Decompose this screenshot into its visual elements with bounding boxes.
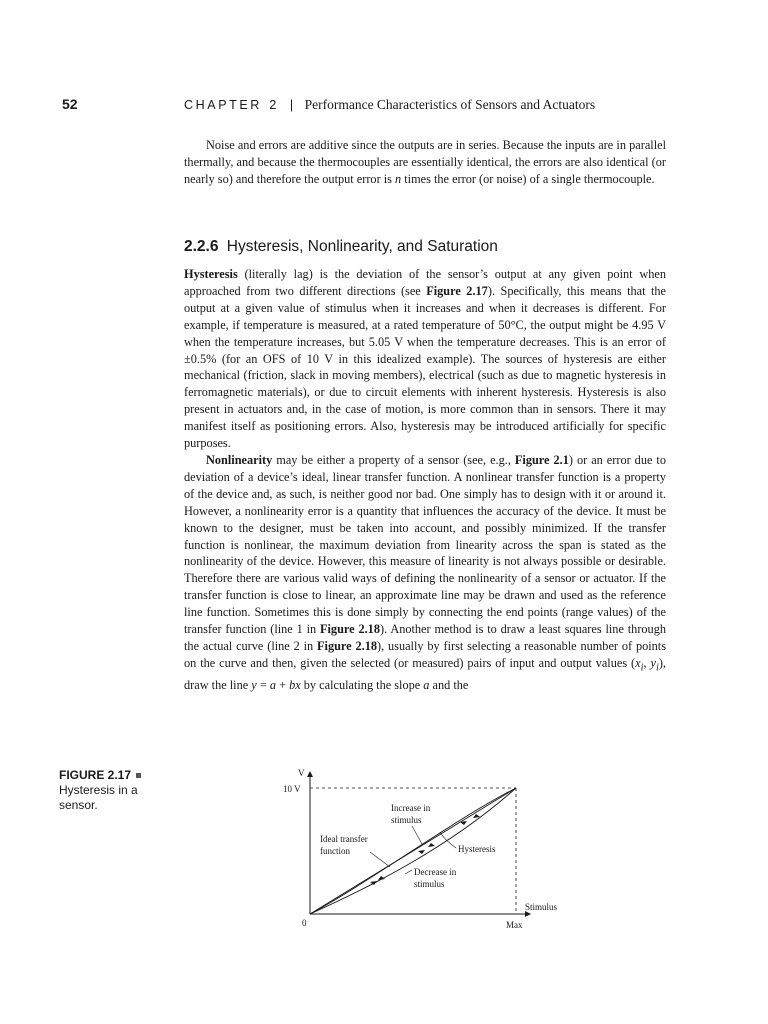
paragraph-nonlinearity: Nonlinearity may be either a property of a sensor (see, e.g., Figure 2.1) or an error due to deviation of a device’s ideal, linear transfer function. A nonlinear transfer function is a property of the device and, as such, is neither good nor bad. One simply has to design with it or around it. However, a nonlinearity error is a quantity that influences the accuracy of the device. It must be known to the designer, must be taken into account, and possibly minimized. If the transfer function is nonlinear, the maximum deviation from linearity across the span is stated as the nonlinearity of the device. However, this measure of linearity is not always possible or desirable. Therefore there are various valid ways of defining the nonlinearity of a sensor or actuator. If the transfer function is close to linear, an approximate line may be drawn and used as the reference line function. Sometimes this is done simply by connecting the end points (range values) of the transfer function (line 1 in Figure 2.18). Another method is to draw a least squares line through the actual curve (line 2 in Figure 2.18), usually by first selecting a reasonable number of points on the curve and then, given the selected (or measured) pairs of input and output values ($x_i$, $y_i$), draw the line y = a + bx by calculating the slope a and the bbox=[184, 452, 667, 693]
figure-ref: Figure 2.18 bbox=[320, 622, 380, 637]
arrow-decrease-2 bbox=[418, 850, 425, 854]
label-increase-line2: stimulus bbox=[391, 815, 422, 825]
figure-caption bbox=[59, 768, 159, 813]
paragraph-noise: Noise and errors are additive since the outputs are in series. Because the inputs are in parallel thermally, and because the thermocouples are essentially identical, the errors are also identical (or nearly so) and therefore the output error is n times the error (or noise) of a single thermocouple. bbox=[184, 138, 666, 186]
term-hysteresis: Hysteresis bbox=[184, 267, 238, 281]
figure-ref: Figure 2.1 bbox=[514, 452, 569, 467]
paragraph-hysteresis: Hysteresis (literally lag) is the deviation of the sensor’s output at any given point when approached from two different directions (see Figure 2.17). Specifically, this means that the output at a given value of stimulus when it increases and when it decreases is different. For example, if temperature is measured, at a rated temperature of 50°C, the output might be 4.95 V when the temperature increases, but 5.05 V when the temperature decreases. This is an error of ±0.5% (for an OFS of 10 V in this idealized example). The sources of hysteresis are either mechanical (friction, slack in moving members), electrical (such as due to magnetic hysteresis in ferromagnetic materials), or due to circuit elements with inherent hysteresis. Hysteresis is also present in actuators and, in the case of motion, is more common than in sensors. There it may manifest itself as positioning errors. Also, hysteresis may be introduced artificially for specific purposes. bbox=[184, 267, 667, 451]
x-max-label: Max bbox=[506, 920, 523, 930]
x-axis-label: Stimulus bbox=[525, 902, 558, 912]
running-head bbox=[184, 97, 595, 113]
caption-square-icon bbox=[136, 773, 141, 778]
chapter-number: 2 bbox=[269, 98, 277, 112]
header-separator: | bbox=[289, 98, 294, 112]
label-ideal-line1: Ideal transfer bbox=[320, 834, 368, 844]
section-heading bbox=[184, 238, 498, 256]
y-max-label: 10 V bbox=[283, 784, 301, 794]
label-hysteresis: Hysteresis bbox=[458, 844, 496, 854]
figure-caption-text: Hysteresis in a sensor. bbox=[59, 783, 138, 812]
section-title: Hysteresis, Nonlinearity, and Saturation bbox=[226, 238, 498, 255]
leader-increase bbox=[412, 826, 422, 844]
origin-label: 0 bbox=[302, 918, 307, 928]
figure-ref: Figure 2.17 bbox=[426, 283, 488, 298]
leader-ideal bbox=[370, 852, 390, 867]
leader-decrease bbox=[405, 870, 412, 874]
figure-label: FIGURE 2.17 bbox=[59, 768, 132, 782]
section-body bbox=[184, 266, 666, 694]
arrow-increase-3 bbox=[473, 814, 480, 818]
chapter-word: CHAPTER bbox=[184, 98, 262, 112]
hysteresis-figure bbox=[280, 762, 580, 942]
y-axis-label: V bbox=[298, 768, 305, 778]
section-number: 2.2.6 bbox=[184, 238, 219, 255]
label-decrease-line2: stimulus bbox=[414, 879, 445, 889]
figure-ref: Figure 2.18 bbox=[317, 638, 377, 653]
label-increase-line1: Increase in bbox=[391, 803, 431, 813]
arrow-increase-2 bbox=[428, 843, 435, 847]
label-ideal-line2: function bbox=[320, 846, 350, 856]
chapter-title: Performance Characteristics of Sensors and Actuators bbox=[304, 97, 596, 112]
term-nonlinearity: Nonlinearity bbox=[206, 452, 273, 467]
label-decrease-line1: Decrease in bbox=[414, 867, 457, 877]
page-header bbox=[0, 96, 768, 116]
page-number: 52 bbox=[62, 96, 78, 112]
